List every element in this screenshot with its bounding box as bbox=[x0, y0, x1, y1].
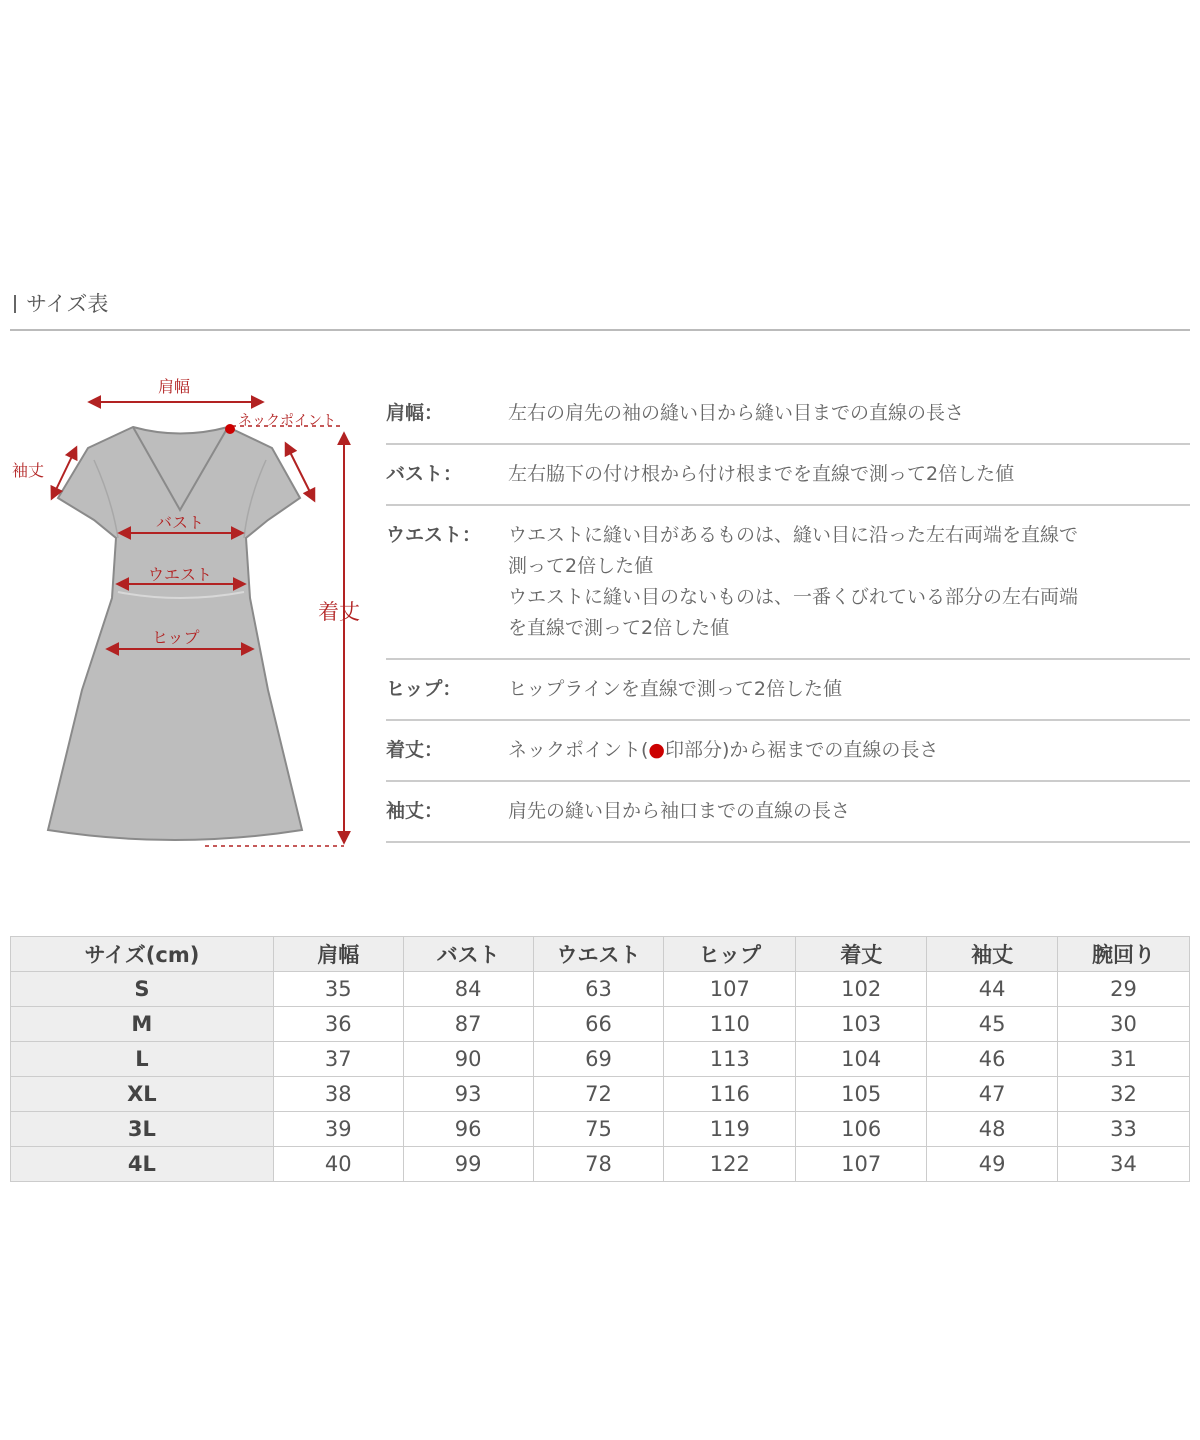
table-row bbox=[11, 1007, 1190, 1042]
column-header: 袖丈 bbox=[927, 937, 1058, 972]
table-cell: 33 bbox=[1058, 1112, 1190, 1147]
table-cell: 78 bbox=[533, 1147, 664, 1182]
table-cell: 93 bbox=[403, 1077, 533, 1112]
size-table bbox=[10, 936, 1190, 1182]
table-cell: 122 bbox=[664, 1147, 796, 1182]
definition-text bbox=[508, 735, 1190, 766]
definition-text: 左右脇下の付け根から付け根までを直線で測って2倍した値 bbox=[508, 463, 1015, 485]
table-cell: 48 bbox=[927, 1112, 1058, 1147]
title-bar bbox=[14, 295, 16, 313]
definition-term: バスト： bbox=[386, 463, 463, 485]
table-header-row bbox=[11, 937, 1190, 972]
definition-row bbox=[386, 721, 1190, 782]
table-cell: 32 bbox=[1058, 1077, 1190, 1112]
table-cell: 107 bbox=[796, 1147, 927, 1182]
definition-line: ウエストに縫い目のないものは、一番くびれている部分の左右両端 bbox=[508, 586, 1079, 608]
table-cell: 84 bbox=[403, 972, 533, 1007]
size-label: XL bbox=[11, 1077, 274, 1112]
definition-text: 肩先の縫い目から袖口までの直線の長さ bbox=[508, 800, 851, 822]
column-header: 着丈 bbox=[796, 937, 927, 972]
definition-text: ヒップラインを直線で測って2倍した値 bbox=[508, 678, 842, 700]
table-cell: 102 bbox=[796, 972, 927, 1007]
definition-text-pre: ネックポイント( bbox=[508, 739, 649, 761]
table-cell: 119 bbox=[664, 1112, 796, 1147]
garment-diagram bbox=[0, 360, 380, 870]
table-cell: 69 bbox=[533, 1042, 664, 1077]
label-hip: ヒップ bbox=[152, 628, 200, 647]
column-header: サイズ(cm) bbox=[11, 937, 274, 972]
red-dot-icon: ● bbox=[648, 739, 666, 761]
table-cell: 113 bbox=[664, 1042, 796, 1077]
size-label: 3L bbox=[11, 1112, 274, 1147]
label-neck-point: ネックポイント bbox=[238, 413, 336, 429]
definition-line: を直線で測って2倍した値 bbox=[508, 617, 730, 639]
table-cell: 31 bbox=[1058, 1042, 1190, 1077]
table-cell: 110 bbox=[664, 1007, 796, 1042]
table-cell: 38 bbox=[273, 1077, 403, 1112]
definition-term: ヒップ： bbox=[386, 678, 462, 700]
table-cell: 63 bbox=[533, 972, 664, 1007]
table-row bbox=[11, 1077, 1190, 1112]
table-cell: 46 bbox=[927, 1042, 1058, 1077]
column-header: 肩幅 bbox=[273, 937, 403, 972]
table-cell: 44 bbox=[927, 972, 1058, 1007]
title-divider bbox=[10, 329, 1190, 331]
table-cell: 75 bbox=[533, 1112, 664, 1147]
definition-row bbox=[386, 445, 1190, 506]
neck-point-dot bbox=[225, 424, 235, 434]
table-cell: 72 bbox=[533, 1077, 664, 1112]
table-row bbox=[11, 1112, 1190, 1147]
table-cell: 99 bbox=[403, 1147, 533, 1182]
table-cell: 35 bbox=[273, 972, 403, 1007]
definition-term: 着丈： bbox=[386, 739, 444, 761]
table-cell: 30 bbox=[1058, 1007, 1190, 1042]
label-bust: バスト bbox=[156, 513, 205, 532]
table-cell: 39 bbox=[273, 1112, 403, 1147]
label-length: 着丈 bbox=[318, 600, 360, 624]
section-title-text: サイズ表 bbox=[26, 292, 109, 316]
table-cell: 47 bbox=[927, 1077, 1058, 1112]
table-cell: 34 bbox=[1058, 1147, 1190, 1182]
section-title bbox=[14, 288, 108, 318]
table-cell: 66 bbox=[533, 1007, 664, 1042]
column-header: ウエスト bbox=[533, 937, 664, 972]
definition-line: 測って2倍した値 bbox=[508, 555, 654, 577]
table-cell: 45 bbox=[927, 1007, 1058, 1042]
table-cell: 49 bbox=[927, 1147, 1058, 1182]
definition-row bbox=[386, 660, 1190, 721]
table-cell: 105 bbox=[796, 1077, 927, 1112]
size-label: L bbox=[11, 1042, 274, 1077]
table-cell: 87 bbox=[403, 1007, 533, 1042]
table-row bbox=[11, 1042, 1190, 1077]
definition-term: 肩幅： bbox=[386, 402, 444, 424]
definition-text-post: 印部分)から裾までの直線の長さ bbox=[665, 739, 939, 761]
label-waist: ウエスト bbox=[148, 565, 213, 584]
table-cell: 29 bbox=[1058, 972, 1190, 1007]
definition-row bbox=[386, 506, 1190, 660]
table-cell: 96 bbox=[403, 1112, 533, 1147]
table-cell: 106 bbox=[796, 1112, 927, 1147]
table-cell: 37 bbox=[273, 1042, 403, 1077]
definition-line: ウエストに縫い目があるものは、縫い目に沿った左右両端を直線で bbox=[508, 524, 1079, 546]
table-cell: 36 bbox=[273, 1007, 403, 1042]
table-cell: 107 bbox=[664, 972, 796, 1007]
size-label: M bbox=[11, 1007, 274, 1042]
column-header: 腕回り bbox=[1058, 937, 1190, 972]
table-row bbox=[11, 972, 1190, 1007]
label-shoulder: 肩幅 bbox=[158, 377, 191, 396]
size-label: S bbox=[11, 972, 274, 1007]
label-sleeve: 袖丈 bbox=[12, 461, 45, 480]
definition-text bbox=[508, 520, 1190, 644]
table-row bbox=[11, 1147, 1190, 1182]
definition-term: ウエスト： bbox=[386, 524, 482, 546]
definition-text: 左右の肩先の袖の縫い目から縫い目までの直線の長さ bbox=[508, 402, 965, 424]
definition-row bbox=[386, 782, 1190, 843]
table-cell: 40 bbox=[273, 1147, 403, 1182]
column-header: バスト bbox=[403, 937, 533, 972]
column-header: ヒップ bbox=[664, 937, 796, 972]
size-label: 4L bbox=[11, 1147, 274, 1182]
table-cell: 103 bbox=[796, 1007, 927, 1042]
definition-row bbox=[386, 384, 1190, 445]
table-cell: 104 bbox=[796, 1042, 927, 1077]
measurement-definitions bbox=[386, 384, 1190, 843]
table-cell: 90 bbox=[403, 1042, 533, 1077]
table-cell: 116 bbox=[664, 1077, 796, 1112]
definition-term: 袖丈： bbox=[386, 800, 444, 822]
